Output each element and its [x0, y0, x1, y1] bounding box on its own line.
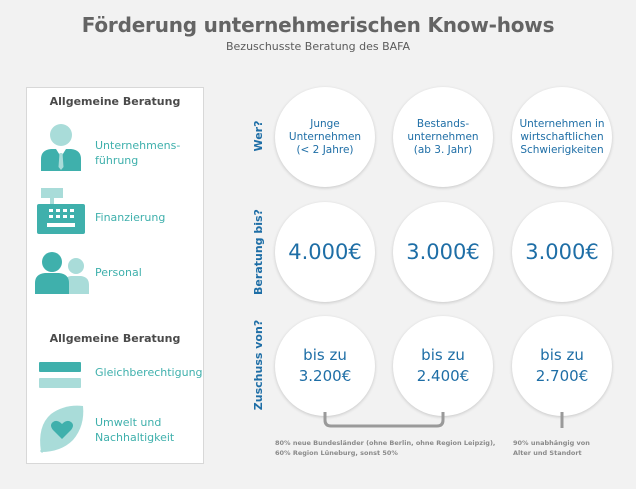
sidebar-item-unternehmensfuehrung: Unternehmens- führung	[95, 139, 181, 167]
subsidy-difficulty-text: bis zu 2.700€	[535, 346, 589, 385]
who-difficulty-text: Unternehmen in wirtschaftlichen Schwierigkeiten	[519, 117, 605, 156]
note-right: 90% unabhängig von Alter und Standort	[513, 439, 590, 457]
note-left: 80% neue Bundesländer (ohne Berlin, ohne Region Leipzig), 60% Region Lüneburg, sonst 50%	[275, 439, 496, 457]
amount-existing-text: 3.000€	[406, 240, 480, 264]
sidebar-item-finanzierung: Finanzierung	[95, 211, 166, 224]
who-existing-text: Bestands- unternehmen (ab 3. Jahr)	[407, 117, 479, 156]
row-label-amount: Beratung bis?	[252, 209, 265, 295]
page-title: Förderung unternehmerischen Know-hows	[81, 13, 555, 37]
who-young-text: Junge Unternehmen (< 2 Jahre)	[288, 117, 362, 156]
amount-difficulty-text: 3.000€	[525, 240, 599, 264]
sidebar-item-umwelt: Umwelt und Nachhaltigkeit	[95, 416, 175, 444]
row-label-who: Wer?	[252, 120, 265, 152]
sidebar-heading-2: Allgemeine Beratung	[49, 332, 181, 345]
row-label-subsidy: Zuschuss von?	[252, 319, 265, 411]
page-subtitle: Bezuschusste Beratung des BAFA	[225, 40, 411, 53]
subsidy-existing-text: bis zu 2.400€	[416, 346, 470, 385]
sidebar-item-personal: Personal	[95, 266, 142, 279]
subsidy-young-text: bis zu 3.200€	[298, 346, 352, 385]
sidebar-item-gleichberechtigung: Gleichberechtigung	[95, 366, 203, 379]
amount-young-text: 4.000€	[288, 240, 362, 264]
sidebar-heading-1: Allgemeine Beratung	[49, 95, 181, 108]
bracket-left-pair	[325, 412, 443, 426]
